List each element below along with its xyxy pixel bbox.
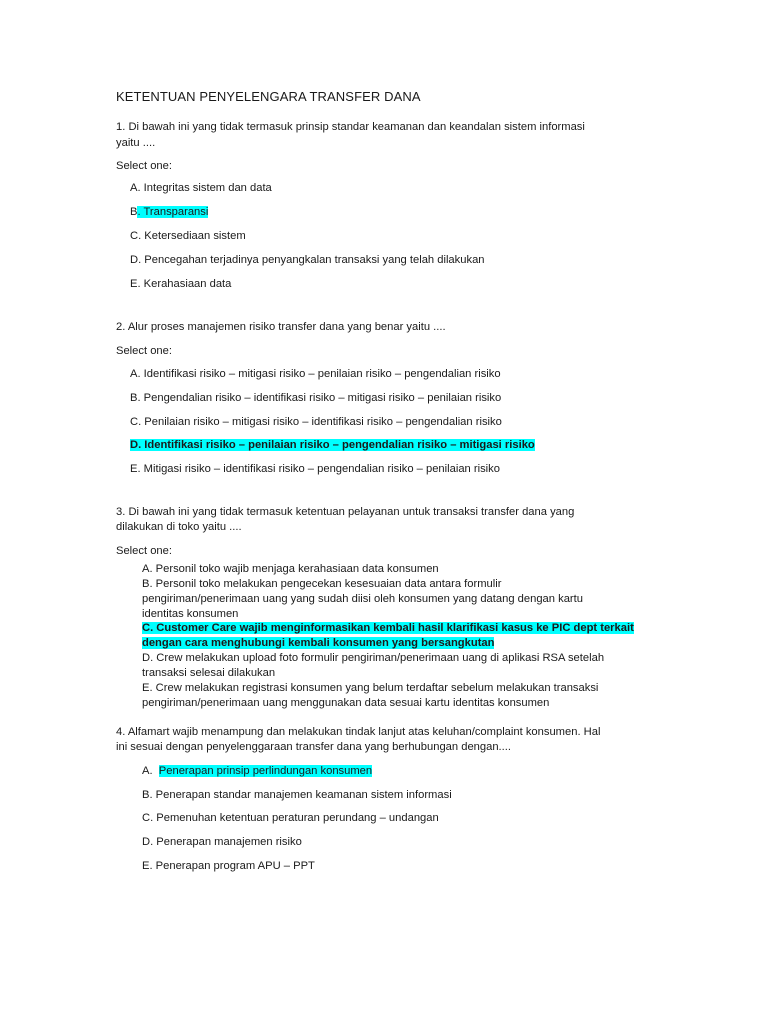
q2-option-e: E. Mitigasi risiko – identifikasi risiko – pengendalian risiko – penilaian risiko	[130, 463, 500, 475]
q3-option-e-line2: pengiriman/penerimaan uang menggunakan data sesuai kartu identitas konsumen	[142, 697, 550, 709]
q1-text-line2: yaitu ....	[116, 137, 156, 149]
q3-option-a: A. Personil toko wajib menjaga kerahasiaan data konsumen	[142, 563, 439, 575]
q2-select-label: Select one:	[116, 345, 172, 357]
q2-option-d-answer-highlight: D. Identifikasi risiko – penilaian risiko – pengendalian risiko – mitigasi risiko	[130, 439, 535, 451]
q3-option-c-line2	[142, 638, 494, 649]
q2-option-b: B. Pengendalian risiko – identifikasi risiko – mitigasi risiko – penilaian risiko	[130, 392, 502, 404]
q4-option-e: E. Penerapan program APU – PPT	[142, 860, 315, 872]
q3-option-c-answer-highlight-1: C. Customer Care wajib menginformasikan kembali hasil klarifikasi kasus ke PIC dept terkait	[142, 622, 634, 634]
q4-text-line1: 4. Alfamart wajib menampung dan melakukan tindak lanjut atas keluhan/complaint konsumen. Hal	[116, 726, 601, 738]
q4-option-a-answer-highlight: Penerapan prinsip perlindungan konsumen	[158, 765, 373, 777]
q1-option-b-answer-highlight: . Transparansi	[137, 206, 209, 218]
q4-option-a	[142, 766, 372, 777]
q1-option-a: A. Integritas sistem dan data	[130, 182, 272, 194]
q4-option-c: C. Pemenuhan ketentuan peraturan perundang – undangan	[142, 812, 439, 824]
q4-option-d: D. Penerapan manajemen risiko	[142, 836, 302, 848]
q4-option-b: B. Penerapan standar manajemen keamanan sistem informasi	[142, 789, 452, 801]
q3-option-d-line2: transaksi selesai dilakukan	[142, 667, 276, 679]
q3-option-b-line1: B. Personil toko melakukan pengecekan kesesuaian data antara formulir	[142, 578, 502, 590]
q1-select-label: Select one:	[116, 160, 172, 172]
q3-option-d-line1: D. Crew melakukan upload foto formulir pengiriman/penerimaan uang di aplikasi RSA setelah	[142, 652, 605, 664]
q2-option-a: A. Identifikasi risiko – mitigasi risiko – penilaian risiko – pengendalian risiko	[130, 368, 501, 380]
q1-option-b	[130, 207, 208, 218]
q3-option-b-line3: identitas konsumen	[142, 608, 239, 620]
q1-option-e: E. Kerahasiaan data	[130, 278, 232, 290]
q1-option-d: D. Pencegahan terjadinya penyangkalan transaksi yang telah dilakukan	[130, 254, 485, 266]
q3-option-c-line1	[142, 623, 634, 634]
q4-text-line2: ini sesuai dengan penyelenggaraan transfer dana yang berhubungan dengan....	[116, 741, 511, 753]
q3-select-label: Select one:	[116, 545, 172, 557]
q1-text-line1: 1. Di bawah ini yang tidak termasuk prinsip standar keamanan dan keandalan sistem informasi	[116, 121, 585, 133]
q4-option-a-letter: A.	[142, 765, 159, 777]
document-title: KETENTUAN PENYELENGARA TRANSFER DANA	[116, 89, 421, 104]
q3-text-line2: dilakukan di toko yaitu ....	[116, 521, 242, 533]
q3-option-c-answer-highlight-2: dengan cara menghubungi kembali konsumen yang bersangkutan	[142, 637, 495, 649]
q2-text-line1: 2. Alur proses manajemen risiko transfer dana yang benar yaitu ....	[116, 321, 446, 333]
q2-option-d	[130, 440, 535, 451]
q3-option-b-line2: pengiriman/penerimaan uang yang sudah diisi oleh konsumen yang datang dengan kartu	[142, 593, 583, 605]
q3-text-line1: 3. Di bawah ini yang tidak termasuk ketentuan pelayanan untuk transaksi transfer dana yang	[116, 506, 575, 518]
q3-option-e-line1: E. Crew melakukan registrasi konsumen yang belum terdaftar sebelum melakukan transaksi	[142, 682, 599, 694]
q1-option-c: C. Ketersediaan sistem	[130, 230, 246, 242]
q1-option-b-letter: B	[130, 206, 138, 218]
q2-option-c: C. Penilaian risiko – mitigasi risiko – identifikasi risiko – pengendalian risiko	[130, 416, 502, 428]
